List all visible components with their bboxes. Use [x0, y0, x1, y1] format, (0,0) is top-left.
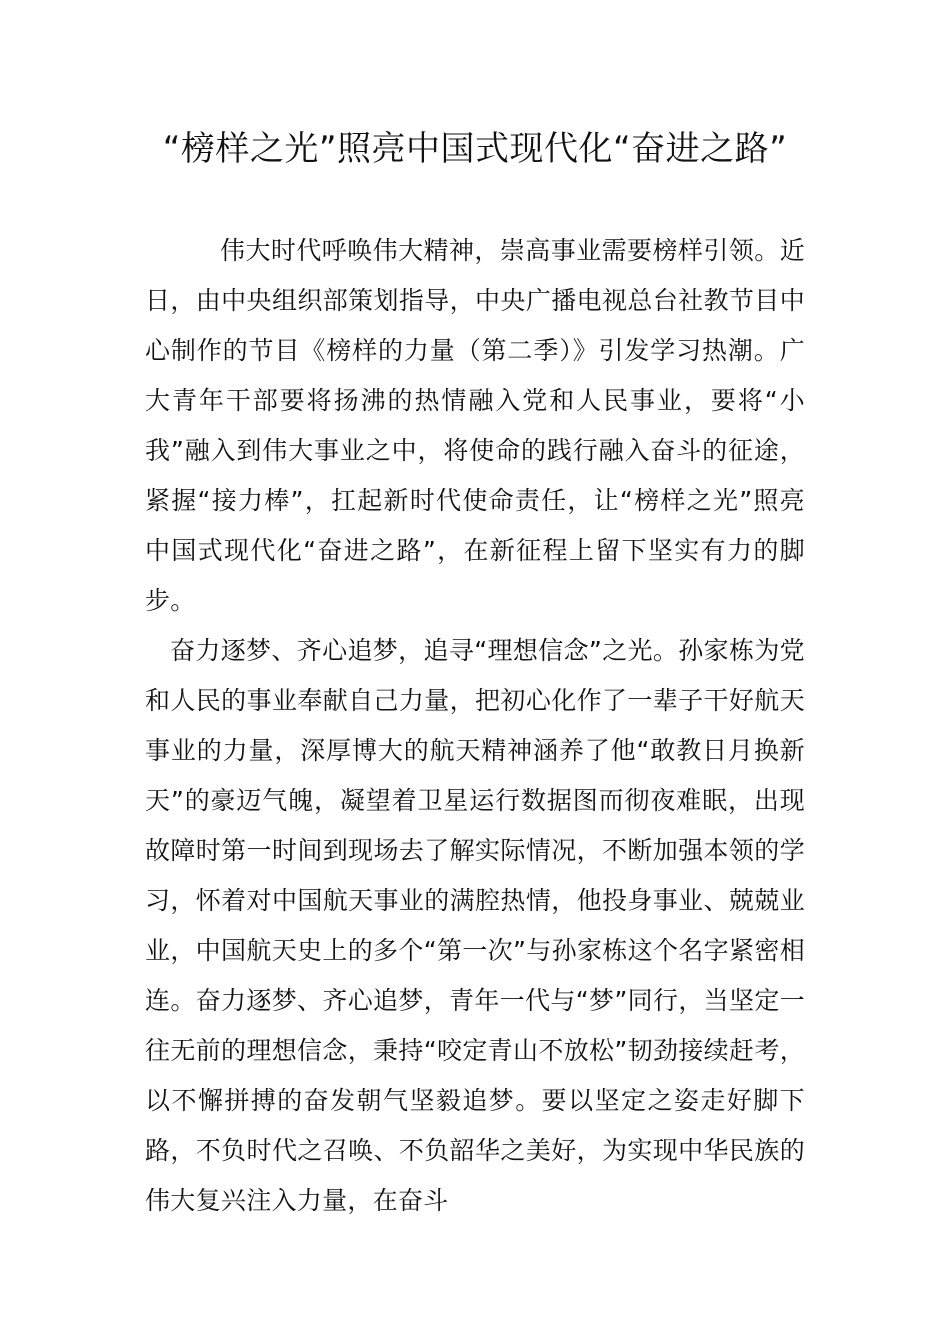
document-title: “榜样之光”照亮中国式现代化“奋进之路” — [162, 129, 788, 169]
paragraph: 奋力逐梦、齐心追梦，追寻“理想信念”之光。孙家栋为党和人民的事业奉献自己力量，把初心化作了一辈子干好航天事业的力量，深厚博大的航天精神涵养了他“敢教日月换新天”的豪迈气魄，凝望着卫星运行数据图而彻夜难眠，出现故障时第一时间到现场去了解实际情况，不断加强本领的学习，怀着对中国航天事业的满腔热情，他投身事业、兢兢业业，中国航天史上的多个“第一次”与孙家栋这个名字紧密相连。奋力逐梦、齐心追梦，青年一代与“梦”同行，当坚定一往无前的理想信念，秉持“咬定青山不放松”韧劲接续赶考，以不懈拼搏的奋发朝气坚毅追梦。要以坚定之姿走好脚下路，不负时代之召唤、不负韶华之美好，为实现中华民族的伟大复兴注入力量，在奋斗 — [145, 636, 805, 1215]
document-body — [145, 226, 805, 1226]
paragraph: 伟大时代呼唤伟大精神，崇高事业需要榜样引领。近日，由中央组织部策划指导，中央广播电视总台社教节目中心制作的节目《榜样的力量（第二季）》引发学习热潮。广大青年干部要将扬沸的热情融入党和人民事业，要将“小我”融入到伟大事业之中，将使命的践行融入奋斗的征途，紧握“接力棒”，扛起新时代使命责任，让“榜样之光”照亮中国式现代化“奋进之路”，在新征程上留下坚实有力的脚步。 — [145, 236, 805, 615]
